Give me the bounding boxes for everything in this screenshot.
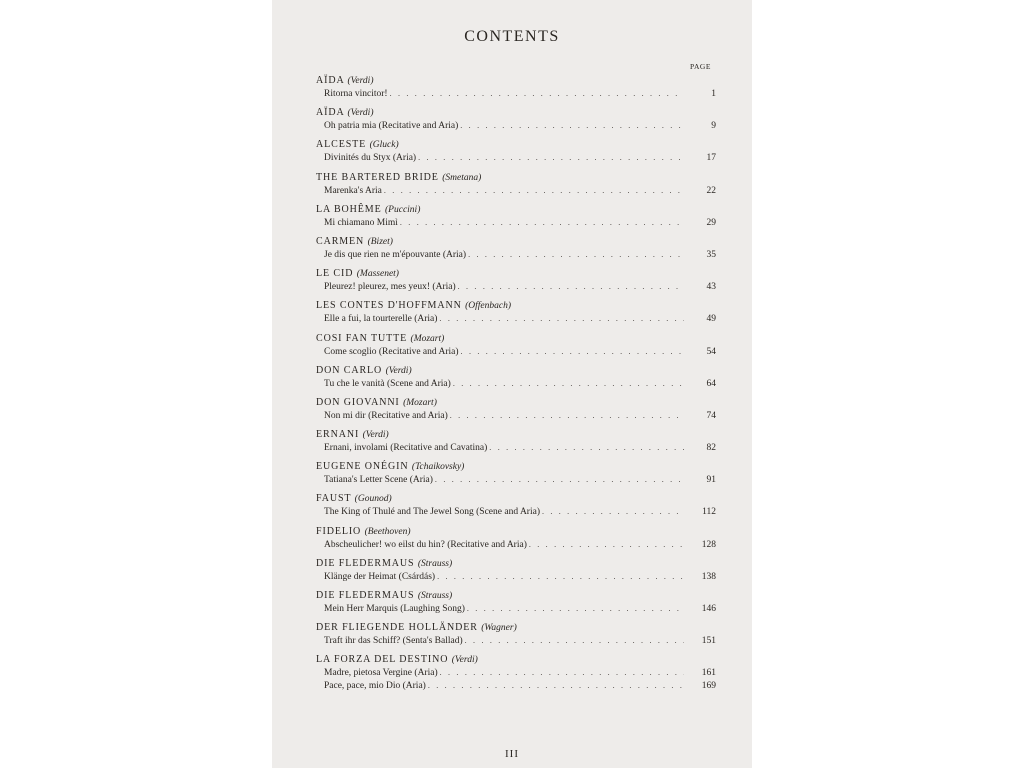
aria-row <box>316 602 716 615</box>
opera-heading <box>316 171 716 184</box>
opera-title: DIE FLEDERMAUS <box>316 590 415 601</box>
opera-title: LE CID <box>316 268 354 280</box>
opera-title: COSI FAN TUTTE <box>316 332 408 344</box>
aria-title: Mein Herr Marquis (Laughing Song) <box>324 604 465 614</box>
aria-title: Madre, pietosa Vergine (Aria) <box>324 668 438 679</box>
page-ref: 138 <box>701 571 716 582</box>
composer-name: (Offenbach) <box>465 301 512 312</box>
aria-title: Ernani, involami (Recitative and Cavatina) <box>324 443 488 454</box>
page-column-heading: PAGE <box>690 62 711 71</box>
aria-title: Klänge der Heimat (Csárdás) <box>324 571 436 582</box>
dot-leader <box>529 538 684 551</box>
opera-title: EUGENE ONÉGIN <box>316 461 409 473</box>
dot-leader <box>428 679 684 692</box>
aria-title: Mi chiamano Mimì <box>324 217 398 228</box>
composer-name: (Gluck) <box>369 140 399 151</box>
aria-row <box>316 505 716 518</box>
opera-title: AÏDA <box>316 107 345 119</box>
opera-title: FIDELIO <box>316 525 362 537</box>
contents-entry <box>316 203 716 229</box>
contents-entry <box>316 235 716 261</box>
aria-title: The King of Thulé and The Jewel Song (Scene and Aria) <box>324 507 540 518</box>
opera-heading <box>316 299 716 312</box>
aria-row <box>316 248 716 261</box>
aria-row <box>316 538 716 551</box>
opera-title: DER FLIEGENDE HOLLÄNDER <box>316 622 478 634</box>
composer-name: (Tchaikovsky) <box>411 462 465 473</box>
opera-title: DIE FLEDERMAUS <box>316 557 415 569</box>
aria-title: Tatiana's Letter Scene (Aria) <box>324 475 433 486</box>
page-number: III <box>505 748 519 760</box>
dot-leader <box>390 87 684 100</box>
composer-name: (Strauss) <box>417 591 453 601</box>
contents-entry <box>316 621 716 647</box>
dot-leader <box>460 119 684 132</box>
opera-title: ALCESTE <box>316 139 367 151</box>
composer-name: (Gounod) <box>354 494 392 505</box>
contents-entry <box>316 460 716 486</box>
contents-entry <box>316 589 716 615</box>
opera-title: FAUST <box>316 493 352 505</box>
aria-title: Marenka's Aria <box>324 185 382 196</box>
dot-leader <box>453 377 684 390</box>
opera-title: THE BARTERED BRIDE <box>316 171 439 183</box>
page-ref: 43 <box>706 282 716 293</box>
aria-row <box>316 634 716 647</box>
contents-entry <box>316 492 716 518</box>
composer-name: (Puccini) <box>385 204 421 215</box>
aria-title: Elle a fui, la tourterelle (Aria) <box>324 314 438 325</box>
aria-title: Abscheulicher! wo eilst du hin? (Recitative and Aria) <box>324 539 527 550</box>
contents-entry <box>316 74 716 100</box>
opera-heading <box>316 203 716 216</box>
page-ref: 91 <box>706 475 716 486</box>
book-page <box>272 0 752 768</box>
opera-heading <box>316 525 716 538</box>
page-ref: 161 <box>701 668 716 679</box>
contents-entry <box>316 106 716 132</box>
aria-row <box>316 345 716 358</box>
aria-row <box>316 377 716 390</box>
composer-name: (Beethoven) <box>364 526 411 537</box>
aria-row <box>316 473 716 486</box>
opera-title: LA BOHÊME <box>316 203 382 215</box>
aria-title: Pleurez! pleurez, mes yeux! (Aria) <box>324 282 456 293</box>
contents-entry <box>316 171 716 197</box>
page-ref: 146 <box>701 604 716 614</box>
page-ref: 112 <box>702 507 716 518</box>
aria-title: Ritorna vincitor! <box>324 89 388 99</box>
dot-leader <box>465 634 684 647</box>
page-ref: 169 <box>701 681 716 692</box>
composer-name: (Verdi) <box>347 76 374 86</box>
composer-name: (Strauss) <box>417 558 453 569</box>
dot-leader <box>440 666 684 679</box>
page-title: CONTENTS <box>464 28 560 45</box>
aria-row <box>316 666 716 679</box>
page-ref: 74 <box>706 410 716 421</box>
dot-leader <box>435 473 684 486</box>
contents-entry <box>316 267 716 293</box>
composer-name: (Verdi) <box>385 365 412 376</box>
opera-heading <box>316 460 716 473</box>
aria-title: Non mi dir (Recitative and Aria) <box>324 410 448 421</box>
contents-entry <box>316 396 716 422</box>
aria-title: Je dis que rien ne m'épouvante (Aria) <box>324 249 467 260</box>
page-ref: 82 <box>706 443 716 454</box>
aria-row <box>316 151 716 164</box>
page-ref: 9 <box>711 121 716 132</box>
composer-name: (Bizet) <box>367 236 393 247</box>
opera-heading <box>316 74 716 87</box>
dot-leader <box>418 151 684 164</box>
opera-heading <box>316 589 716 602</box>
page-ref: 1 <box>711 89 716 99</box>
page-ref: 49 <box>706 314 716 325</box>
dot-leader <box>450 409 684 422</box>
page-ref: 151 <box>701 636 716 647</box>
aria-row <box>316 679 716 692</box>
opera-heading <box>316 653 716 666</box>
contents-entry <box>316 428 716 454</box>
opera-heading <box>316 138 716 151</box>
aria-row <box>316 216 716 229</box>
opera-heading <box>316 332 716 345</box>
opera-title: CARMEN <box>316 235 365 247</box>
dot-leader <box>384 184 684 197</box>
opera-heading <box>316 621 716 634</box>
page-ref: 29 <box>706 217 716 228</box>
page-ref: 64 <box>706 378 716 389</box>
contents-entry <box>316 299 716 325</box>
page-ref: 128 <box>701 539 716 550</box>
opera-title: LES CONTES D'HOFFMANN <box>316 300 462 312</box>
contents-entry <box>316 653 716 692</box>
dot-leader <box>489 441 684 454</box>
composer-name: (Verdi) <box>347 108 374 119</box>
composer-name: (Mozart) <box>403 397 437 408</box>
opera-title: AÏDA <box>316 75 345 86</box>
page-ref: 54 <box>706 346 716 357</box>
opera-heading <box>316 235 716 248</box>
aria-row <box>316 570 716 583</box>
opera-title: DON CARLO <box>316 364 383 376</box>
opera-heading <box>316 106 716 119</box>
dot-leader <box>458 280 684 293</box>
dot-leader <box>439 312 684 325</box>
composer-name: (Mozart) <box>410 333 445 344</box>
contents-entry <box>316 138 716 164</box>
dot-leader <box>542 505 684 518</box>
aria-title: Pace, pace, mio Dio (Aria) <box>324 681 426 692</box>
opera-heading <box>316 267 716 280</box>
opera-title: DON GIOVANNI <box>316 396 400 408</box>
composer-name: (Verdi) <box>362 430 389 441</box>
aria-title: Divinités du Styx (Aria) <box>324 153 417 164</box>
aria-title: Tu che le vanità (Scene and Aria) <box>324 378 451 389</box>
contents-entry <box>316 364 716 390</box>
composer-name: (Massenet) <box>356 269 399 280</box>
opera-title: ERNANI <box>316 429 360 441</box>
aria-title: Traft ihr das Schiff? (Senta's Ballad) <box>324 636 463 647</box>
opera-heading <box>316 557 716 570</box>
dot-leader <box>437 570 684 583</box>
dot-leader <box>461 345 684 358</box>
composer-name: (Smetana) <box>442 172 482 183</box>
opera-heading <box>316 492 716 505</box>
opera-title: LA FORZA DEL DESTINO <box>316 654 449 666</box>
aria-row <box>316 312 716 325</box>
composer-name: (Wagner) <box>481 623 517 634</box>
aria-title: Oh patria mia (Recitative and Aria) <box>324 121 459 132</box>
contents-entry <box>316 332 716 358</box>
page-ref: 35 <box>706 249 716 260</box>
aria-row <box>316 87 716 100</box>
page-ref: 17 <box>706 153 716 164</box>
dot-leader <box>468 248 684 261</box>
aria-row <box>316 119 716 132</box>
aria-row <box>316 184 716 197</box>
opera-heading <box>316 364 716 377</box>
opera-heading <box>316 428 716 441</box>
aria-row <box>316 409 716 422</box>
contents-entry <box>316 557 716 583</box>
composer-name: (Verdi) <box>451 655 478 666</box>
opera-heading <box>316 396 716 409</box>
contents-entry <box>316 525 716 551</box>
aria-title: Come scoglio (Recitative and Aria) <box>324 346 459 357</box>
contents-list <box>316 74 716 699</box>
dot-leader <box>400 216 684 229</box>
dot-leader <box>467 602 684 615</box>
aria-row <box>316 280 716 293</box>
aria-row <box>316 441 716 454</box>
page-ref: 22 <box>706 185 716 196</box>
